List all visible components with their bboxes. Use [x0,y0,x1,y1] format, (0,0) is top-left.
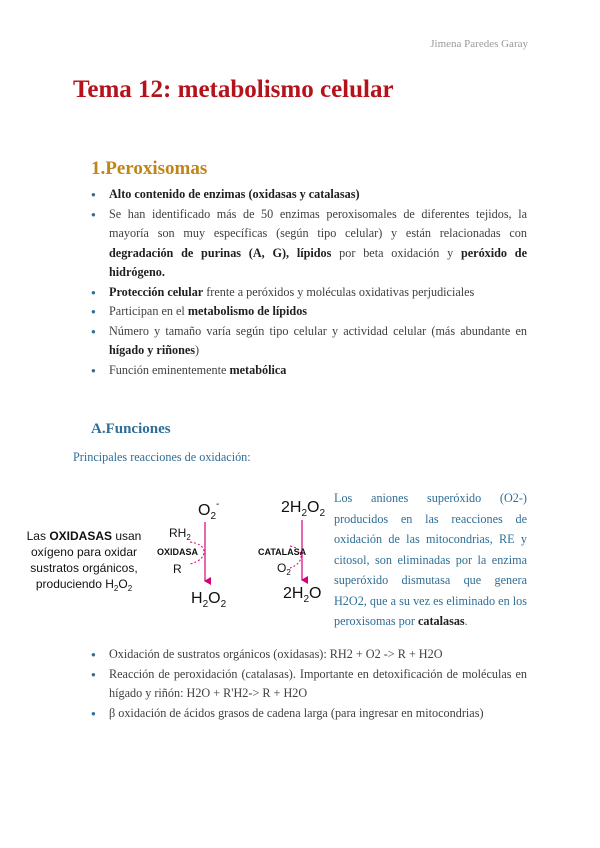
h2o2-substrate-label: $2H_2O_2$ [281,499,326,519]
text: Los aniones superóxido (O2-) producidos en las reacciones de oxidación de las mitocondrias, RE y citosol, son eliminadas por la enzima superóxido dismutasa que genera H2O2, que a su vez es eliminado en los peroxisomas por [334,491,527,628]
bold-text: degradación de purinas (A, G), lípidos [109,245,332,260]
list-item: ● Oxidación de sustratos orgánicos (oxidasas): RH2 + O2 -> R + H2O [91,645,527,665]
bold-text: Protección celular [109,284,204,299]
oxidasas-note-line4: produciendo $H_2O_2$ [35,577,133,593]
text: frente a peróxidos y moléculas oxidativas perjudiciales [203,284,475,299]
oxidasa-label: OXIDASA [157,547,199,557]
oxidasas-note-line3: sustratos orgánicos, [30,561,138,575]
bold-text: hígado y riñones [109,343,196,357]
text: Número y tamaño varía según tipo celular y actividad celular (más abundante en [109,323,527,338]
page-title: Tema 12: metabolismo celular [73,76,394,103]
peroxisomas-bullet-list [91,185,527,380]
water-product-label: $2H_2O$ [283,585,322,605]
bold-text: metabolismo de lípidos [187,304,308,318]
oxidation-reactions-diagram [0,480,330,615]
bold-text: Alto contenido de enzimas (oxidasas y catalasas) [109,187,360,201]
text: por beta oxidación y [331,245,461,260]
list-item: ● β oxidación de ácidos grasos de cadena larga (para ingresar en mitocondrias) [91,704,527,724]
section-heading-peroxisomas: 1.Peroxisomas [91,158,208,179]
author-name: Jimena Paredes Garay [430,38,528,50]
list-item [91,185,527,205]
superoxide-paragraph [334,488,527,632]
text: Se han identificado más de 50 enzimas peroxisomales de diferentes tejidos, la mayoría son muy específicas (según tipo celular) y están relacionadas con [109,206,527,240]
text: Función eminentemente [109,362,230,377]
funciones-bullet-list [91,645,527,723]
list-item [91,302,527,322]
h2o2-product-label: $H_2O_2$ [191,590,227,610]
oxidasas-note-line2: oxígeno para oxidar [30,545,138,559]
bold-text: metabólica [229,362,287,377]
list-item [91,361,527,381]
r-label: R [173,562,182,576]
catalasa-label: CATALASA [258,547,307,557]
text: Participan en el [109,304,188,318]
rh2-label: $RH_2$ [169,526,191,542]
oxidasas-note-line1: Las OXIDASAS usan [26,529,142,543]
bold-text: catalasas [417,614,465,628]
text: . [464,614,468,628]
text: ) [195,343,200,357]
list-item [91,322,527,361]
list-item: ● Reacción de peroxidación (catalasas). Importante en detoxificación de moléculas en hígado y riñón: H2O + R'H2-> R + H2O [91,665,527,704]
bold-text: peróxido de hidrógeno. [109,245,527,279]
list-item [91,205,527,283]
section-heading-funciones: A.Funciones [91,421,171,437]
superoxide-label: $O_2^-$ [198,499,220,522]
list-item [91,283,527,303]
lead-text: Principales reacciones de oxidación: [73,450,251,464]
o2-label: $O_2$ [277,561,291,577]
